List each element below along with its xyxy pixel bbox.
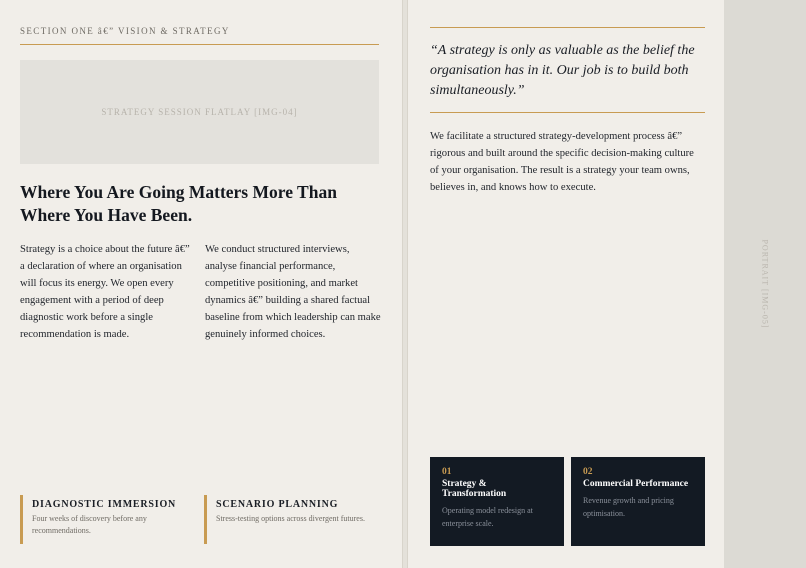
card-number: 01 [442, 467, 452, 477]
eyebrow-rule [20, 44, 379, 45]
feature-description: Stress-testing options across divergent futures. [216, 514, 365, 523]
body-column-2: We conduct structured interviews, analyse financial performance, competitive positioning, and market dynamics â€” building a shared factual baseline from which leadership can make genuinely informed choices. [205, 244, 381, 340]
page-headline: Where You Are Going Matters More Than Where You Have Been. [20, 182, 337, 225]
card-description: Operating model redesign at enterprise scale. [442, 506, 533, 528]
quote-rule-bottom [430, 112, 705, 113]
right-page [408, 0, 724, 568]
quote-rule-top [430, 27, 705, 28]
card-description: Revenue growth and pricing optimisation. [583, 496, 674, 518]
flatlay-image-placeholder [20, 60, 379, 164]
card-title: Strategy & Transformation [442, 479, 507, 499]
feature-scenario-planning [204, 495, 374, 544]
portrait-image-placeholder [724, 0, 806, 568]
feature-title: SCENARIO PLANNING [216, 499, 339, 510]
card-number: 02 [583, 467, 593, 477]
body-column-1: Strategy is a choice about the future â€” a declaration of where an organisation will focus its energy. We open every engagement with a period of deep diagnostic work before a single recommendation is made. [20, 244, 190, 340]
feature-description: Four weeks of discovery before any recommendations. [32, 514, 147, 535]
card-title: Commercial Performance [583, 479, 689, 489]
right-body-text: We facilitate a structured strategy-development process â€” rigorous and built around the specific decision-making culture of your organisation. The result is a strategy your team owns, believes in, and knows how to execute. [430, 131, 694, 193]
feature-title: DIAGNOSTIC IMMERSION [32, 499, 177, 510]
service-card-strategy[interactable] [430, 457, 564, 546]
pull-quote: “A strategy is only as valuable as the belief the organisation has in it. Our job is to build both simultaneously.” [430, 43, 695, 98]
left-page [0, 0, 402, 568]
portrait-caption: PORTRAIT [IMG-05] [760, 239, 770, 329]
feature-diagnostic-immersion [20, 495, 185, 544]
flatlay-caption: STRATEGY SESSION FLATLAY [IMG-04] [101, 107, 298, 117]
section-eyebrow: SECTION ONE â€” VISION & STRATEGY [20, 26, 230, 36]
service-card-commercial[interactable] [571, 457, 705, 546]
